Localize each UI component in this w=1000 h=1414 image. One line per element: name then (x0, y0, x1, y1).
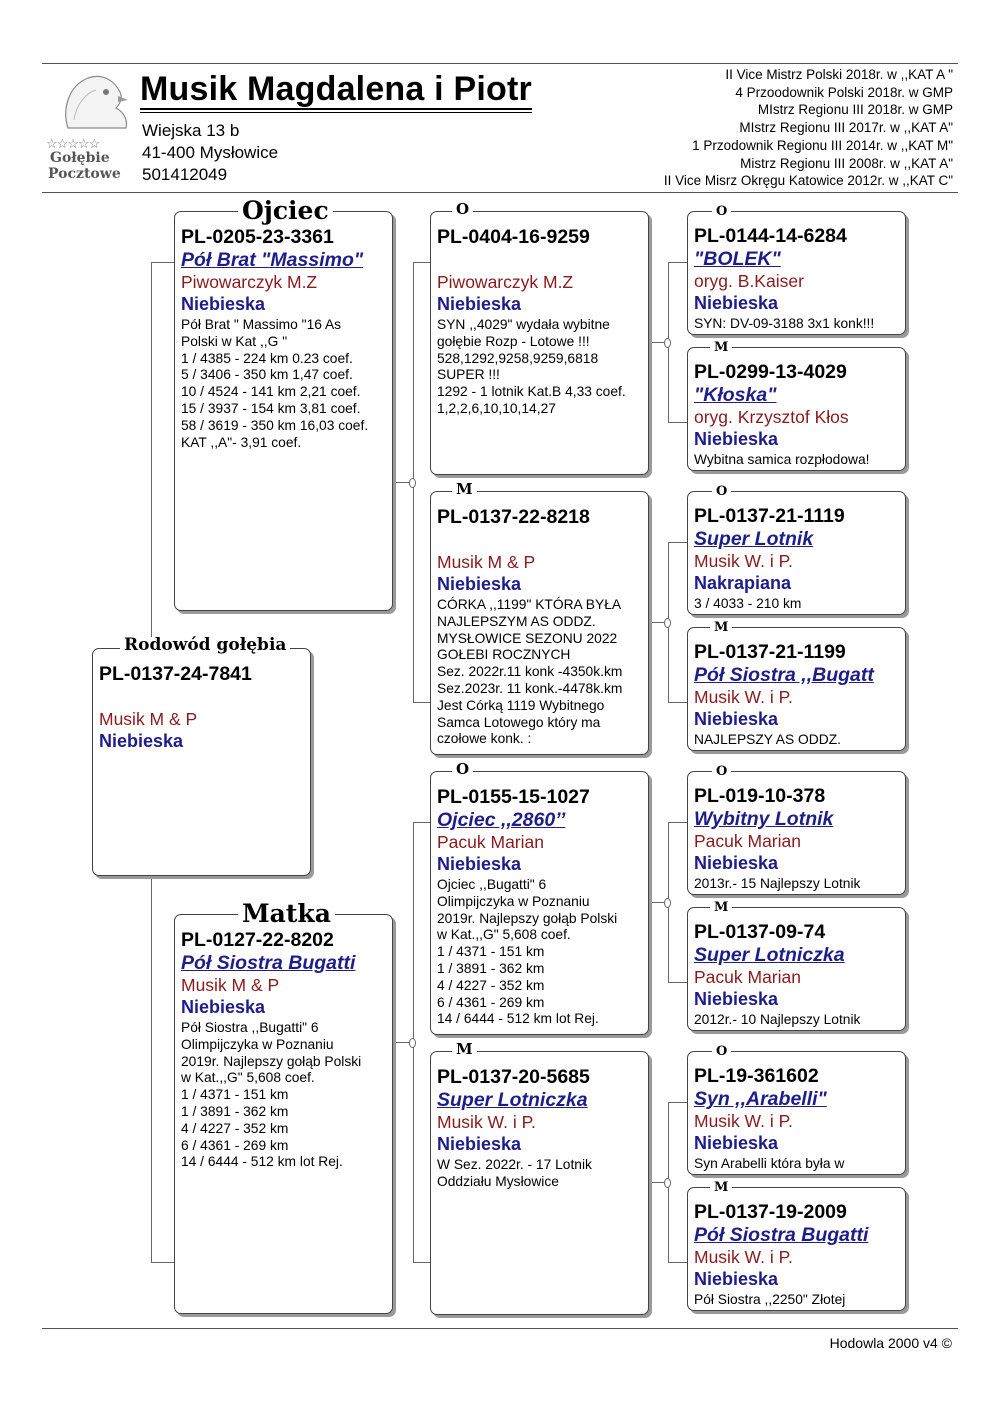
note-line: Samca Lotowego który ma (437, 714, 601, 730)
dam-label: M (452, 482, 477, 497)
note-line: 528,1292,9258,9259,6818 (437, 350, 599, 366)
notes (694, 1012, 899, 1029)
note-line: 1 / 4385 - 224 km 0.23 coef. (181, 350, 353, 366)
ring-number: PL-019-10-378 (694, 785, 826, 807)
owner: Pacuk Marian (437, 832, 544, 852)
note-line: Syn Arabelli która była w (694, 1156, 845, 1171)
plumage-color: Niebieska (694, 709, 779, 729)
dam-label: M (710, 341, 732, 354)
pigeon-name: Syn ,,Arabelli" (694, 1088, 827, 1110)
note-line: 2019r. Najlepszy gołąb Polski (437, 910, 618, 926)
subject-card (92, 648, 311, 876)
note-line: 1 / 3891 - 362 km (181, 1103, 289, 1119)
plumage-color: Niebieska (99, 731, 184, 751)
note-line: 1 / 3891 - 362 km (437, 960, 545, 976)
note-line: 2019r. Najlepszy gołąb Polski (181, 1053, 362, 1069)
note-line: Ojciec ,,Bugatti" 6 (437, 877, 547, 892)
note-line: 1292 - 1 lotnik Kat.B 4,33 coef. (437, 384, 626, 400)
owner: Musik M & P (437, 552, 536, 572)
note-line: SYN ,,4029" wydała wybitne (437, 317, 610, 332)
note-line: Polski w Kat ,,G " (181, 333, 288, 349)
note-line: 5 / 3406 - 350 km 1,47 coef. (181, 367, 353, 383)
address-city: 41-400 Mysłowice (142, 143, 279, 162)
plumage-color: Niebieska (694, 989, 779, 1009)
address-street: Wiejska 13 b (142, 121, 240, 140)
plumage-color: Niebieska (694, 1269, 779, 1289)
note-line: Jest Córką 1119 Wybitnego (437, 697, 605, 713)
note-line: 4 / 4227 - 352 km (437, 977, 545, 993)
plumage-color: Niebieska (437, 1134, 522, 1154)
plumage-color: Niebieska (694, 853, 779, 873)
note-line: 6 / 4361 - 269 km (437, 994, 545, 1010)
notes (694, 876, 899, 893)
note-line: CÓRKA ,,1199" KTÓRA BYŁA (437, 597, 622, 612)
achievement: 4 Przoodownik Polski 2018r. w GMP (735, 84, 953, 100)
notes (181, 317, 386, 451)
pigeon-name: Super Lotniczka (437, 1089, 588, 1111)
note-line: Olimpijczyka w Poznaniu (437, 893, 590, 909)
note-line: 3 / 4033 - 210 km (694, 596, 802, 611)
logo-text-1: Gołębie (50, 150, 110, 166)
note-line: Olimpijczyka w Poznaniu (181, 1036, 334, 1052)
notes (437, 877, 642, 1028)
achievements-list (664, 66, 953, 190)
ring-number: PL-19-361602 (694, 1065, 819, 1087)
ring-number: PL-0137-21-1119 (694, 505, 845, 527)
pigeon-name: Pół Siostra Bugatti (694, 1224, 869, 1246)
owner: Musik M & P (181, 975, 280, 995)
note-line: Pół Siostra ,,2250" Złotej (694, 1292, 846, 1307)
owner: oryg. Krzysztof Kłos (694, 407, 849, 427)
pigeon-name: "Kłoska" (694, 384, 777, 406)
dam-label: M (710, 1181, 732, 1194)
ggp-card-mmf (687, 1051, 906, 1175)
owner: Musik M & P (99, 709, 198, 729)
achievement: MIstrz Regionu III 2017r. w ,,KAT A" (739, 120, 953, 136)
ggp-card-fmf (687, 491, 906, 615)
ring-number: PL-0137-24-7841 (99, 663, 252, 685)
ring-number: PL-0205-23-3361 (181, 226, 334, 248)
pigeon-name: Pół Siostra Bugatti (181, 952, 356, 974)
dam-label: M (452, 1042, 477, 1057)
note-line: 2013r.- 15 Najlepszy Lotnik (694, 876, 861, 891)
ggp-card-mmm (687, 1187, 906, 1311)
note-line: MYSŁOWICE SEZONU 2022 (437, 630, 618, 646)
top-divider (42, 63, 958, 64)
sire-label: O (712, 1045, 731, 1058)
owner: Piwowarczyk M.Z (181, 272, 318, 292)
notes (437, 1157, 642, 1191)
ggp-card-mfm (687, 907, 906, 1031)
ring-number: PL-0404-16-9259 (437, 226, 590, 248)
subject-label: Rodowód gołębia (120, 637, 290, 654)
note-line: Pół Brat " Massimo "16 As (181, 317, 342, 332)
header-divider (42, 192, 958, 193)
notes (694, 452, 899, 469)
notes (694, 1292, 899, 1309)
notes (437, 597, 642, 748)
logo-text-2: Pocztowe (48, 166, 121, 182)
owner: Pacuk Marian (694, 831, 801, 851)
plumage-color: Niebieska (181, 294, 266, 314)
note-line: czołowe konk. : (437, 731, 532, 747)
pigeon-name: Super Lotnik (694, 528, 814, 550)
note-line: 1 / 4371 - 151 km (437, 944, 545, 960)
plumage-color: Niebieska (437, 854, 522, 874)
note-line: 6 / 4361 - 269 km (181, 1137, 289, 1153)
pigeon-name: Pół Siostra ,,Bugatt (694, 664, 874, 686)
ring-number: PL-0155-15-1027 (437, 786, 590, 808)
footer-divider (42, 1328, 958, 1329)
owner: Musik W. i P. (437, 1112, 536, 1132)
mother-label: Matka (238, 901, 335, 926)
owner: Pacuk Marian (694, 967, 801, 987)
owner: Musik W. i P. (694, 1247, 793, 1267)
sire-label: O (712, 205, 731, 218)
ring-number: PL-0144-14-6284 (694, 225, 847, 247)
svg-text:☆☆☆☆☆: ☆☆☆☆☆ (46, 137, 100, 152)
owner: Musik W. i P. (694, 687, 793, 707)
sire-label: O (452, 202, 473, 217)
notes (694, 732, 899, 749)
plumage-color: Nakrapiana (694, 573, 792, 593)
note-line: 14 / 6444 - 512 km lot Rej. (437, 1011, 599, 1027)
dam-label: M (710, 901, 732, 914)
achievement: 1 Przodownik Regionu III 2014r. w ,,KAT M" (692, 137, 953, 153)
owner: Musik W. i P. (694, 1111, 793, 1131)
ring-number: PL-0137-09-74 (694, 921, 826, 943)
pigeon-name (99, 686, 304, 708)
achievement: Mistrz Regionu III 2008r. w ,,KAT A" (740, 155, 953, 171)
achievement: II Vice Misrz Okręgu Katowice 2012r. w ,,KAT C" (663, 173, 953, 189)
ggp-card-fmm (687, 627, 906, 751)
owner: Piwowarczyk M.Z (437, 272, 574, 292)
note-line: 2012r.- 10 Najlepszy Lotnik (694, 1012, 861, 1027)
pigeon-name: Super Lotniczka (694, 944, 845, 966)
note-line: gołębie Rozp - Lotowe !!! (437, 333, 590, 349)
note-line: 4 / 4227 - 352 km (181, 1120, 289, 1136)
plumage-color: Niebieska (437, 574, 522, 594)
father-card (174, 211, 393, 611)
ggp-card-ffm (687, 347, 906, 471)
note-line: NAJLEPSZYM AS ODDZ. (437, 613, 596, 629)
software-credit: Hodowla 2000 v4 © (829, 1335, 952, 1351)
note-line: Oddziału Mysłowice (437, 1173, 559, 1189)
note-line: w Kat.,,G" 5,608 coef. (437, 927, 571, 943)
paternal-grandfather-card (430, 211, 649, 475)
pigeon-name: Pół Brat "Massimo" (181, 249, 364, 271)
notes (437, 317, 642, 418)
note-line: 58 / 3619 - 350 km 16,03 coef. (181, 417, 369, 433)
note-line: 10 / 4524 - 141 km 2,21 coef. (181, 384, 361, 400)
pigeon-name (437, 249, 642, 271)
note-line: Pół Siostra ,,Bugatti" 6 (181, 1020, 319, 1035)
achievement: MIstrz Regionu III 2018r. w GMP (757, 102, 953, 118)
paternal-grandmother-card (430, 491, 649, 755)
ring-number: PL-0137-19-2009 (694, 1201, 847, 1223)
ring-number: PL-0137-21-1199 (694, 641, 846, 663)
pigeon-name: Ojciec ,,2860’’ (437, 809, 566, 831)
ggp-card-fff (687, 211, 906, 335)
note-line: KAT ,,A"- 3,91 coef. (181, 434, 302, 450)
notes (694, 1156, 899, 1173)
pigeon-name (437, 529, 642, 551)
sire-label: O (452, 762, 473, 777)
father-label: Ojciec (238, 198, 333, 223)
note-line: SYN: DV-09-3188 3x1 konk!!! (694, 316, 875, 331)
notes (181, 1020, 386, 1171)
maternal-grandfather-card (430, 771, 649, 1035)
plumage-color: Niebieska (694, 293, 779, 313)
mother-card (174, 914, 393, 1314)
note-line: GOŁEBI ROCZNYCH (437, 647, 571, 663)
plumage-color: Niebieska (437, 294, 522, 314)
notes (694, 316, 899, 333)
plumage-color: Niebieska (694, 1133, 779, 1153)
sire-label: O (712, 485, 731, 498)
note-line: 1 / 4371 - 151 km (181, 1087, 289, 1103)
pigeon-logo (44, 70, 132, 182)
sire-label: O (712, 765, 731, 778)
note-line: 1,2,2,6,10,10,14,27 (437, 400, 556, 416)
owner: Musik W. i P. (694, 551, 793, 571)
note-line: w Kat.,,G" 5,608 coef. (181, 1070, 315, 1086)
plumage-color: Niebieska (181, 997, 266, 1017)
ring-number: PL-0299-13-4029 (694, 361, 847, 383)
breeder-name: Musik Magdalena i Piotr (140, 70, 532, 108)
dam-label: M (710, 621, 732, 634)
pigeon-name: Wybitny Lotnik (694, 808, 834, 830)
plumage-color: Niebieska (694, 429, 779, 449)
owner: oryg. B.Kaiser (694, 271, 804, 291)
note-line: 14 / 6444 - 512 km lot Rej. (181, 1154, 343, 1170)
ggp-card-mff (687, 771, 906, 895)
ring-number: PL-0127-22-8202 (181, 929, 334, 951)
note-line: SUPER !!! (437, 367, 500, 383)
achievement: II Vice Mistrz Polski 2018r. w ,,KAT A " (725, 67, 953, 82)
phone-number: 501412049 (142, 165, 228, 184)
note-line: Sez.2023r. 11 konk.-4478k.km (437, 680, 623, 696)
ring-number: PL-0137-22-8218 (437, 506, 590, 528)
note-line: Sez. 2022r.11 konk -4350k.km (437, 664, 623, 680)
ring-number: PL-0137-20-5685 (437, 1066, 590, 1088)
note-line: 15 / 3937 - 154 km 3,81 coef. (181, 400, 361, 416)
pigeon-name: "BOLEK" (694, 248, 781, 270)
note-line: Wybitna samica rozpłodowa! (694, 452, 870, 467)
maternal-grandmother-card (430, 1051, 649, 1315)
note-line: NAJLEPSZY AS ODDZ. (694, 732, 841, 747)
notes (694, 596, 899, 613)
note-line: W Sez. 2022r. - 17 Lotnik (437, 1157, 592, 1172)
